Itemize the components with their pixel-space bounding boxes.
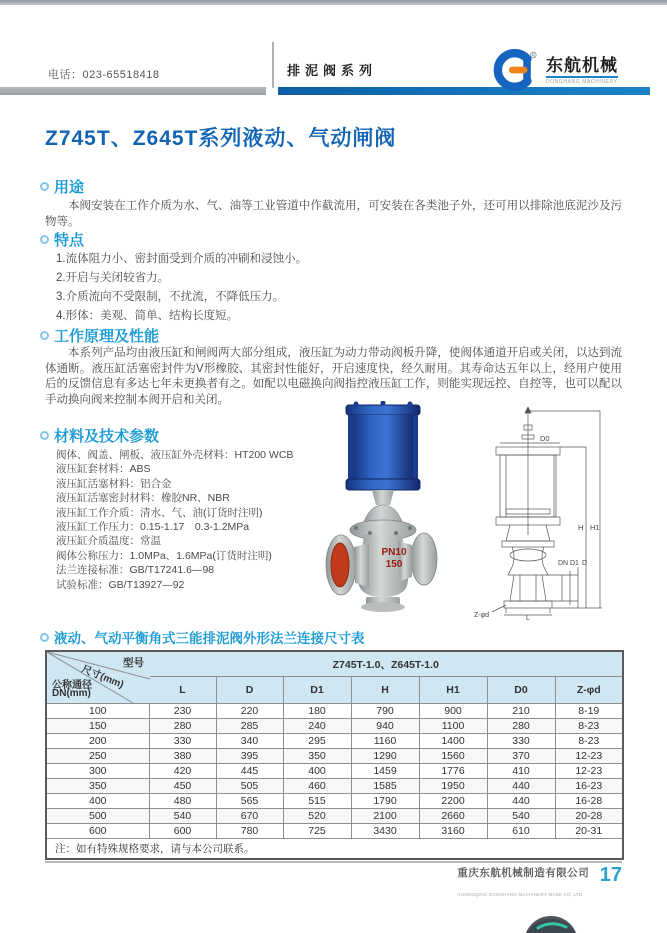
table-row (46, 749, 623, 764)
table-cell: 3430 (351, 824, 419, 839)
table-cell: 600 (46, 824, 149, 839)
table-row (46, 764, 623, 779)
table-cell: 330 (487, 734, 555, 749)
materials-spec-list (56, 448, 326, 592)
table-cell: 1100 (419, 719, 487, 734)
table-cell: 8-23 (555, 734, 623, 749)
table-cell: 445 (216, 764, 283, 779)
table-cell: 440 (487, 794, 555, 809)
corner-label-model: 型号 (123, 657, 144, 669)
ring-bullet-icon (40, 431, 49, 440)
table-cell: 1790 (351, 794, 419, 809)
table-cell: 350 (46, 779, 149, 794)
logo-underline (546, 76, 618, 78)
table-cell: 16-23 (555, 779, 623, 794)
table-cell: 300 (46, 764, 149, 779)
dim-label-dn: DN (558, 560, 569, 567)
table-row (46, 704, 623, 719)
table-cell: 400 (283, 764, 351, 779)
logo-company-name: 东航机械 (546, 55, 618, 75)
table-cell: 790 (351, 704, 419, 719)
table-cell: 1459 (351, 764, 419, 779)
table-cell: 3160 (419, 824, 487, 839)
table-cell: 12-23 (555, 764, 623, 779)
valve-product-photo (324, 401, 440, 615)
table-column-header: D0 (487, 677, 555, 704)
table-cell: 2660 (419, 809, 487, 824)
table-cell: 670 (216, 809, 283, 824)
page-title: Z745T、Z645T系列液动、气动闸阀 (45, 127, 397, 150)
table-column-header: L (149, 677, 216, 704)
dim-label-zd: Z-φd (474, 612, 490, 619)
text-line: 液压缸套材料：ABS (56, 463, 151, 476)
text-line: 3.介质流向不受限制，不扰流，不降低压力。 (56, 291, 285, 303)
table-cell: 940 (351, 719, 419, 734)
text-line: 阀体、阀盖、闸板、液压缸外壳材料：HT200 WCB (56, 449, 294, 461)
table-cell: 280 (149, 719, 216, 734)
text-line: 阀体公称压力：1.0MPa、1.6MPa(订货时注明) (56, 549, 272, 562)
text-line: 4.形体：美观、简单、结构长度短。 (56, 310, 239, 322)
table-cell: 220 (216, 704, 283, 719)
table-row (46, 734, 623, 749)
table-cell: 600 (149, 824, 216, 839)
table-cell: 780 (216, 824, 283, 839)
valve-marking-pn: PN10 (381, 547, 407, 558)
table-cell: 565 (216, 794, 283, 809)
table-column-header: H1 (419, 677, 487, 704)
table-cell: 610 (487, 824, 555, 839)
section-heading-label: 材料及技术参数 (54, 428, 160, 445)
header-divider (272, 42, 274, 88)
table-cell: 8-23 (555, 719, 623, 734)
text-line: 1.流体阻力小、密封面受到介质的冲刷和浸蚀小。 (56, 253, 308, 265)
table-cell: 900 (419, 704, 487, 719)
table-column-header: D (216, 677, 283, 704)
ring-bullet-icon (40, 331, 49, 340)
table-cell: 1560 (419, 749, 487, 764)
table-cell: 370 (487, 749, 555, 764)
table-cell: 20-31 (555, 824, 623, 839)
page-number: 17 (599, 864, 622, 886)
dim-label-h: H (578, 523, 584, 532)
table-cell: 540 (149, 809, 216, 824)
table-cell: 515 (283, 794, 351, 809)
section-heading-materials (40, 425, 159, 446)
text-line: 法兰连接标准：GB/T17241.6—98 (56, 564, 215, 577)
table-cell: 505 (216, 779, 283, 794)
table-cell: 400 (46, 794, 149, 809)
table-cell: 380 (149, 749, 216, 764)
table-cell: 295 (283, 734, 351, 749)
table-cell: 20-28 (555, 809, 623, 824)
table-cell: 250 (46, 749, 149, 764)
usage-paragraph: 本阀安装在工作介质为水、气、油等工业管道中作截流用，可安装在各类池子外，还可用以排除池底泥沙及污物等。 (45, 200, 622, 228)
table-cell: 1585 (351, 779, 419, 794)
corner-label-size: 尺寸(mm) (79, 663, 126, 691)
ring-bullet-icon (40, 235, 49, 244)
table-cell: 16-28 (555, 794, 623, 809)
table-corner-cell (46, 651, 149, 704)
table-body (46, 704, 623, 839)
section-heading-label: 特点 (54, 232, 85, 249)
section-heading-label: 工作原理及性能 (54, 328, 160, 345)
table-cell: 200 (46, 734, 149, 749)
table-cell: 1160 (351, 734, 419, 749)
section-heading-label: 用途 (54, 179, 85, 196)
corner-label-dn-2: DN(mm) (52, 688, 91, 699)
valve-marking-dn: 150 (385, 559, 403, 570)
text-line: 试验标准：GB/T13927—92 (56, 578, 185, 591)
table-cell: 240 (283, 719, 351, 734)
table-cell: 100 (46, 704, 149, 719)
section-heading-principle (40, 325, 159, 346)
table-row (46, 779, 623, 794)
floating-widget-button[interactable] (524, 916, 578, 933)
table-cell: 500 (46, 809, 149, 824)
table-column-header: D1 (283, 677, 351, 704)
table-row (46, 794, 623, 809)
section-heading-usage (40, 176, 84, 197)
table-cell: 410 (487, 764, 555, 779)
dim-label-l: L (526, 615, 530, 621)
ring-bullet-icon (40, 182, 49, 191)
header-gray-rule (0, 87, 266, 95)
table-cell: 210 (487, 704, 555, 719)
dimension-table (45, 650, 624, 860)
series-tab-label: 排泥阀系列 (287, 63, 378, 78)
text-line: 液压缸工作压力：0.15-1.17 0.3-1.2MPa (56, 521, 250, 534)
table-heading-label: 液动、气动平衡角式三能排泥阀外形法兰连接尺寸表 (54, 631, 365, 646)
table-cell: 540 (487, 809, 555, 824)
table-column-header: H (351, 677, 419, 704)
table-cell: 450 (149, 779, 216, 794)
table-cell: 440 (487, 779, 555, 794)
table-cell: 395 (216, 749, 283, 764)
table-cell: 12-23 (555, 749, 623, 764)
principle-paragraph: 本系列产品均由液压缸和闸阀两大部分组成，液压缸为动力带动阀板升降，使阀体通道开启或关闭，以达到流体通断。液压缸活塞密封件为V形橡胶、其密封性能好，开启速度快，经久耐用。其寿命达五年以上，经用户使用后的反馈信息有多达七年未更换者有之。如配以电磁换向阀指控液压缸工作，则能实现远控、自控等，也可以配以手动换向阀来控制本阀开启和关闭。 (45, 347, 622, 406)
table-cell: 285 (216, 719, 283, 734)
table-column-header: Z-φd (555, 677, 623, 704)
footer-company-cn: 重庆东航机械制造有限公司 (457, 867, 590, 879)
table-cell: 1290 (351, 749, 419, 764)
table-note: 注：如有特殊规格要求，请与本公司联系。 (46, 839, 623, 859)
footer-company-en: CHONGQING DONGHANG MACHINERY MADE CO.,LTD (457, 892, 583, 897)
table-model-header: Z745T-1.0、Z645T-1.0 (149, 651, 623, 677)
text-line: 液压缸活塞密封材料：橡胶NR、NBR (56, 492, 230, 505)
text-line: 液压缸工作介质：清水、气、油(订货时注明) (56, 506, 263, 519)
header-phone: 电话：023-65518418 (48, 69, 160, 81)
footer (360, 865, 622, 901)
table-cell: 1776 (419, 764, 487, 779)
dim-label-d1: D1 (570, 560, 579, 567)
section-heading-features (40, 229, 84, 250)
page-top-edge (0, 0, 667, 5)
table-cell: 230 (149, 704, 216, 719)
table-cell: 180 (283, 704, 351, 719)
text-line: 液压缸活塞材料：铝合金 (56, 477, 172, 490)
table-row (46, 824, 623, 839)
table-cell: 2100 (351, 809, 419, 824)
table-cell: 150 (46, 719, 149, 734)
dim-label-d: D (582, 560, 588, 567)
dim-label-h1: H1 (590, 523, 600, 532)
valve-dimension-drawing (466, 405, 624, 621)
table-cell: 420 (149, 764, 216, 779)
logo-ch-icon (488, 49, 540, 91)
table-cell: 350 (283, 749, 351, 764)
table-cell: 460 (283, 779, 351, 794)
table-cell: 1950 (419, 779, 487, 794)
corner-label-dn-1: 公称通径 (52, 680, 92, 691)
text-line: 液压缸介质温度：常温 (56, 535, 161, 548)
section-heading-table (40, 627, 365, 647)
ring-bullet-icon (40, 633, 49, 642)
table-cell: 725 (283, 824, 351, 839)
features-list (56, 250, 616, 326)
table-cell: 2200 (419, 794, 487, 809)
footer-rule (45, 861, 622, 863)
table-row (46, 809, 623, 824)
table-cell: 1400 (419, 734, 487, 749)
table-cell: 280 (487, 719, 555, 734)
text-line: 2.开启与关闭较省力。 (56, 272, 170, 284)
table-cell: 480 (149, 794, 216, 809)
dim-label-d0: D0 (540, 434, 550, 443)
company-logo (488, 48, 640, 92)
logo-company-name-en: DONGHANG MACHINERY (546, 78, 618, 85)
table-cell: 340 (216, 734, 283, 749)
table-cell: 520 (283, 809, 351, 824)
svg-text:R: R (531, 52, 536, 59)
table-cell: 8-19 (555, 704, 623, 719)
table-row (46, 719, 623, 734)
table-cell: 330 (149, 734, 216, 749)
dimension-table-wrap (45, 650, 624, 860)
